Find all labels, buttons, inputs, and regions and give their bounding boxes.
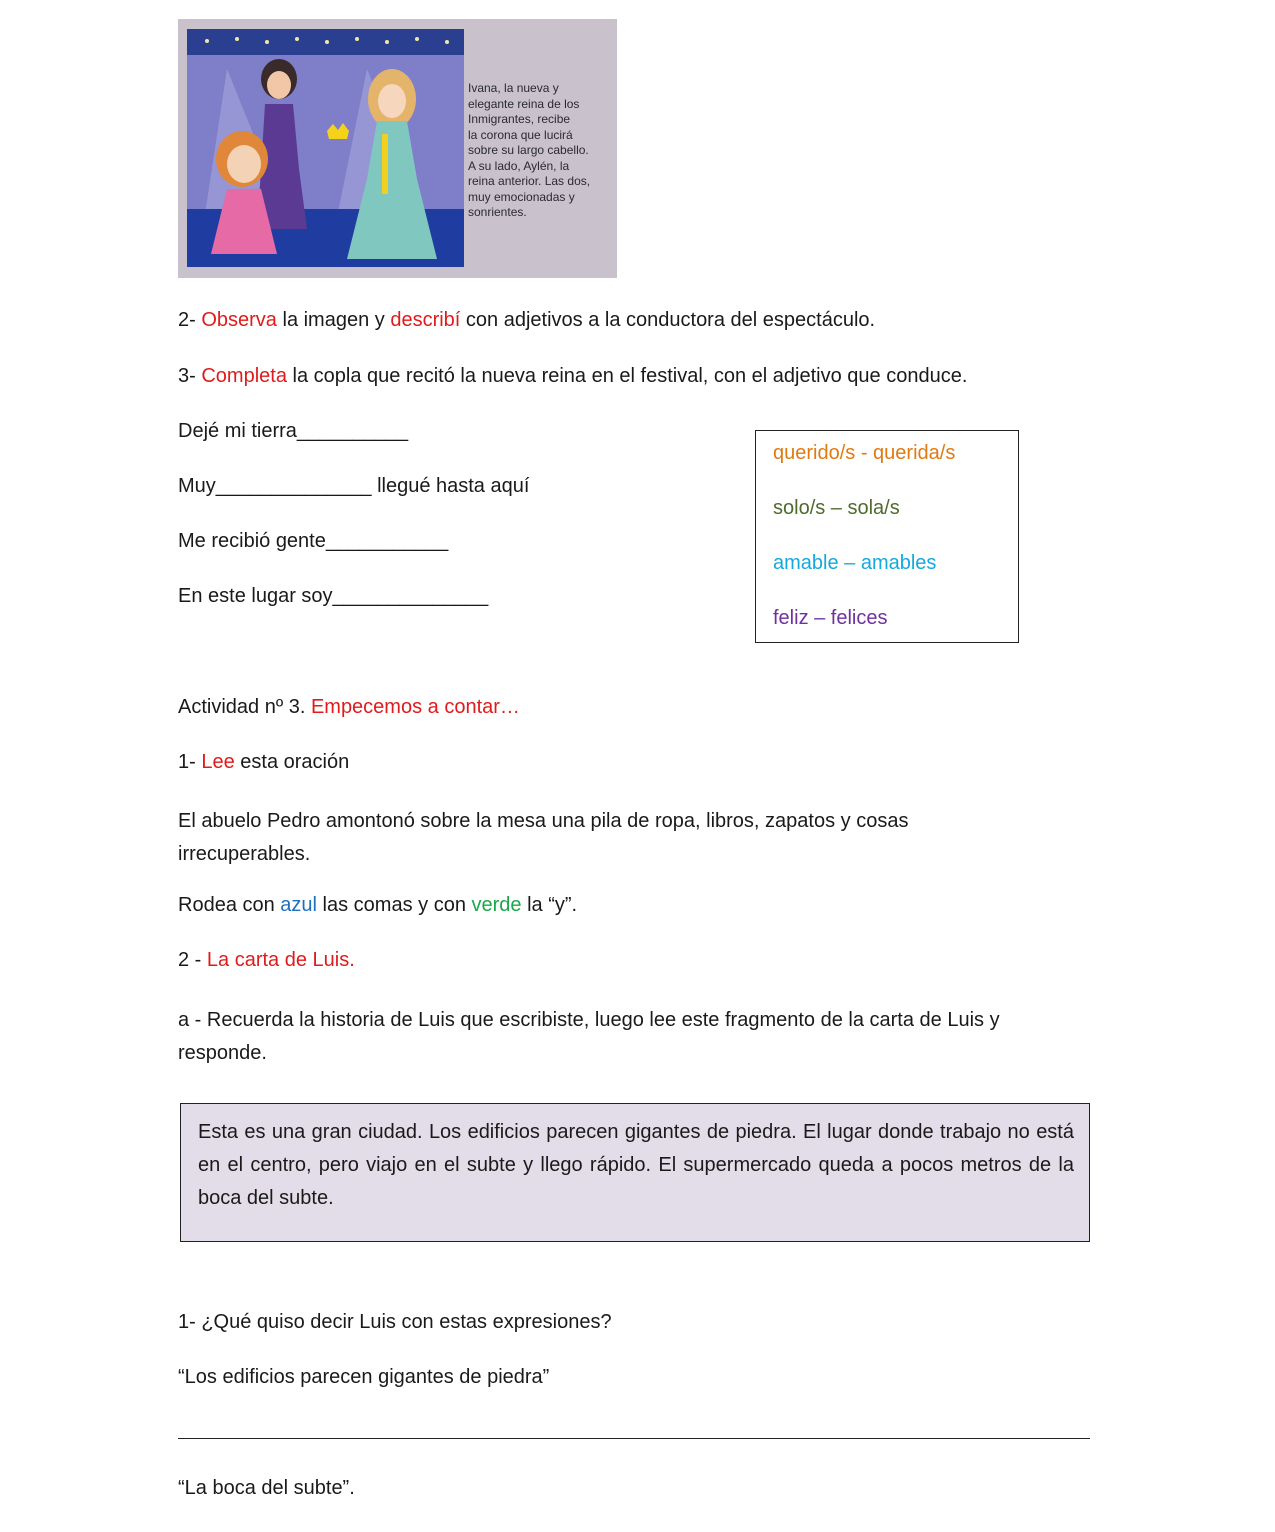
adjective-options-box — [755, 430, 1019, 643]
activity-item-2: 2 - La carta de Luis. — [178, 949, 355, 971]
activity-item-2a: a - Recuerda la historia de Luis que escribiste, luego lee este fragmento de la carta de Luis y responde. — [178, 1009, 1000, 1064]
adjective-option-amable: amable – amables — [773, 552, 937, 574]
letter-fragment-text: Esta es una gran ciudad. Los edificios parecen gigantes de piedra. El lugar donde trabajo no está en el centro, pero viajo en el subte y llego rápido. El supermercado queda a pocos metros de la boca del subte. — [198, 1121, 1074, 1209]
question-2: 2- Observa la imagen y describí con adjetivos a la conductora del espectáculo. — [178, 309, 876, 331]
activity-title: Empecemos a contar… — [310, 696, 520, 718]
activity-item-1: 1- Lee esta oración — [178, 751, 350, 773]
copla-line-1[interactable]: Dejé mi tierra__________ — [178, 420, 409, 442]
circle-instruction: Rodea con azul las comas y con verde la “y”. — [178, 894, 578, 916]
question-3: 3- Completa la copla que recitó la nueva reina en el festival, con el adjetivo que conduce. — [178, 365, 968, 387]
adjective-option-feliz: feliz – felices — [773, 607, 888, 629]
color-word-azul: azul — [280, 894, 317, 916]
illustration-caption: Ivana, la nueva y elegante reina de los Inmigrantes, recibe la corona que lucirá sobre su largo cabello. A su lado, Aylén, la reina anterior. Las dos, muy emocionadas y sonrientes. — [468, 81, 591, 219]
letter-title: La carta de Luis. — [206, 949, 355, 971]
question-expressions: 1- ¿Qué quiso decir Luis con estas expresiones? — [178, 1311, 612, 1333]
letter-fragment-box — [180, 1103, 1090, 1242]
illustration-photo — [178, 19, 617, 278]
verb-describi: describí — [390, 309, 461, 331]
answer-line[interactable] — [178, 1438, 1090, 1439]
verb-observa: Observa — [201, 309, 277, 331]
adjective-option-querido: querido/s - querida/s — [773, 442, 956, 464]
copla-line-3[interactable]: Me recibió gente___________ — [178, 530, 449, 552]
copla-line-2[interactable]: Muy______________ llegué hasta aquí — [178, 475, 530, 497]
copla-line-4[interactable]: En este lugar soy______________ — [178, 585, 489, 607]
queen-coronation-drawing — [187, 29, 464, 267]
verb-completa: Completa — [201, 365, 287, 387]
verb-lee: Lee — [201, 751, 235, 773]
sentence-to-read: El abuelo Pedro amontonó sobre la mesa una pila de ropa, libros, zapatos y cosas irrecuperables. — [178, 810, 909, 865]
expression-2: “La boca del subte”. — [178, 1477, 355, 1499]
color-word-verde: verde — [471, 894, 522, 916]
expression-1: “Los edificios parecen gigantes de piedra” — [178, 1366, 550, 1388]
activity-heading: Actividad nº 3. Empecemos a contar… — [178, 696, 520, 718]
adjective-option-solo: solo/s – sola/s — [773, 497, 900, 519]
